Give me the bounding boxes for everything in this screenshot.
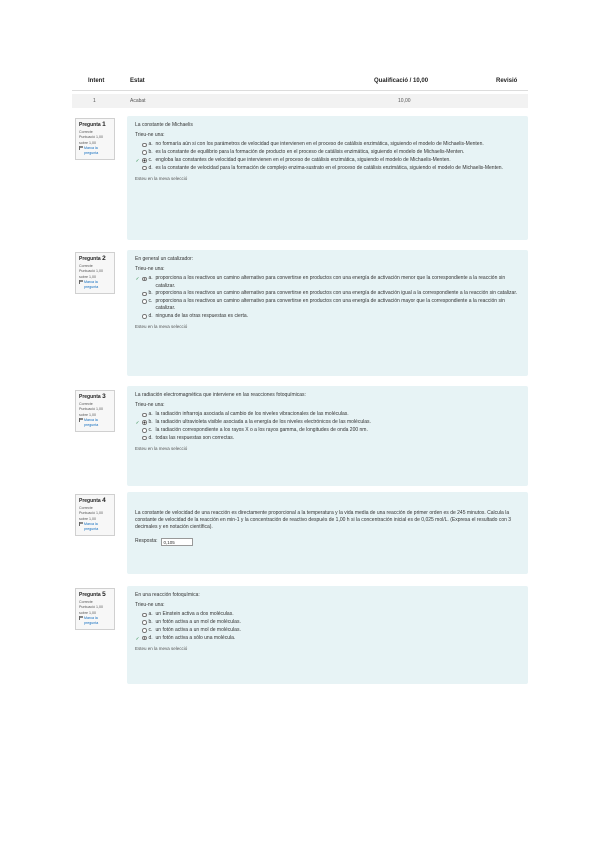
question-title: Pregunta 5 [79, 591, 106, 598]
answer-option[interactable]: ✓ a. proporciona a los reactivos un camino alternativo para convertirse en productos con una energía de activación menor que la correspondiente a la reacción sin catalizar. [135, 275, 506, 289]
question-score: Puntuació 1,00 [79, 605, 103, 610]
radio-button[interactable] [142, 436, 147, 441]
answer-option[interactable]: c. la radiación correspondiente a los rayos X o a los rayos gamma, de longitudes de onda 200 nm. [135, 427, 520, 434]
question-info-3 [75, 390, 115, 432]
question-state: Correcte [79, 264, 93, 269]
radio-button[interactable] [142, 166, 147, 171]
flag-icon [79, 146, 83, 150]
question-text: En general un catalizador: [135, 256, 194, 262]
question-score: Puntuació 1,00 [79, 135, 103, 140]
question-state: Correcte [79, 130, 93, 135]
answer-option[interactable]: a. no formaría aún si con los parámetros de velocidad que intervienen en el proceso de catálisis enzimática, siguiendo el modelo de Michaelis-Menten. [135, 141, 520, 148]
summary-row [72, 94, 528, 108]
radio-button[interactable] [142, 636, 147, 641]
radio-button[interactable] [142, 292, 147, 297]
row-attempt: 1 [93, 98, 96, 104]
flag-icon [79, 280, 83, 284]
question-feedback: Esteu en la meva selecció [135, 324, 188, 330]
question-info-1 [75, 118, 115, 160]
question-title: Pregunta 2 [79, 255, 106, 262]
radio-button[interactable] [142, 420, 147, 425]
divider [72, 90, 528, 91]
radio-button[interactable] [142, 620, 147, 625]
question-score: Puntuació 1,00 [79, 407, 103, 412]
row-state: Acabat [130, 98, 146, 104]
flag-icon [79, 418, 83, 422]
question-feedback: Esteu en la meva selecció [135, 645, 188, 651]
answer-prompt: Trieu-ne una: [135, 402, 165, 409]
question-text: La radiación electromagnética que interviene en las reacciones fotoquímicas: [135, 392, 306, 398]
radio-button[interactable] [142, 150, 147, 155]
question-max: sobre 1,00 [79, 516, 96, 521]
correct-check-icon: ✓ [135, 635, 140, 641]
question-state: Correcte [79, 506, 93, 511]
radio-button[interactable] [142, 428, 147, 433]
correct-check-icon: ✓ [135, 420, 140, 426]
radio-button[interactable] [142, 413, 147, 418]
question-feedback: Esteu en la meva selecció [135, 445, 188, 451]
answer-prompt: Trieu-ne una: [135, 602, 165, 609]
correct-check-icon: ✓ [135, 276, 140, 282]
question-title: Pregunta 4 [79, 497, 106, 504]
question-title: Pregunta 1 [79, 121, 106, 128]
radio-button[interactable] [142, 613, 147, 618]
question-max: sobre 1,00 [79, 274, 96, 279]
flag-question-button[interactable]: Marca la pregunta [79, 522, 111, 532]
response-row [135, 538, 520, 546]
header-attempt: Intent [88, 78, 105, 84]
answer-option[interactable]: ✓ b. la radiación ultravioleta visible asociada a la energía de los niveles electrónicos de las moléculas. [135, 419, 371, 426]
radio-button[interactable] [142, 314, 147, 319]
answer-option[interactable]: b. proporciona a los reactivos un camino alternativo para convertirse en productos con una energía de activación igual a la correspondiente a la reacción sin catalizar. [135, 290, 520, 297]
question-title: Pregunta 3 [79, 393, 106, 400]
question-state: Correcte [79, 600, 93, 605]
radio-button[interactable] [142, 277, 147, 282]
response-input[interactable]: 0,105 [161, 538, 193, 546]
answer-option[interactable]: a. un Einstein activa a dos moléculas. [135, 611, 520, 618]
question-max: sobre 1,00 [79, 140, 96, 145]
answer-option[interactable]: ✓ c. engloba las constantes de velocidad que intervienen en el proceso de catálisis enzimática, siguiendo el modelo de Michaelis-Menten. [135, 156, 451, 163]
question-content-5 [127, 586, 528, 684]
flag-question-button[interactable]: Marca la pregunta [79, 418, 111, 428]
answer-prompt: Trieu-ne una: [135, 266, 165, 273]
question-feedback: Esteu en la meva selecció [135, 175, 188, 181]
question-info-5 [75, 588, 115, 630]
flag-icon [79, 522, 83, 526]
question-max: sobre 1,00 [79, 610, 96, 615]
radio-button[interactable] [142, 299, 147, 304]
answer-option[interactable]: d. ninguna de las otras respuestas es cierta. [135, 313, 520, 320]
question-content-3 [127, 386, 528, 486]
summary-header [72, 76, 528, 88]
question-score: Puntuació 1,00 [79, 511, 103, 516]
answer-option[interactable]: c. un fotón activa a un mol de moléculas. [135, 627, 520, 634]
answer-option[interactable]: ✓ d. un fotón activa a sólo una molécula. [135, 634, 236, 641]
row-grade: 10,00 [398, 98, 411, 104]
answer-option[interactable]: d. es la constante de velocidad para la formación de complejo enzima-sustrato en el proceso de catálisis enzimática, siguiendo el modelo de Michaelis-Menten. [135, 165, 520, 172]
question-info-2 [75, 252, 115, 294]
question-content-1 [127, 116, 528, 240]
answer-option[interactable]: b. es la constante de equilibrio para la formación de producto en el proceso de catálisis enzimática, siguiendo el modelo de Michaelis-Menten. [135, 149, 520, 156]
question-score: Puntuació 1,00 [79, 269, 103, 274]
header-review: Revisió [496, 78, 518, 84]
answer-prompt: Trieu-ne una: [135, 132, 165, 139]
question-max: sobre 1,00 [79, 412, 96, 417]
answer-option[interactable]: a. la radiación infrarroja asociada al cambio de los niveles vibracionales de las moléculas. [135, 411, 520, 418]
answer-option[interactable]: c. proporciona a los reactivos un camino alternativo para convertirse en productos con una energía de activación mayor que la correspondiente a la reacción sin catalizar. [135, 298, 520, 312]
radio-button[interactable] [142, 628, 147, 633]
header-state: Estat [130, 78, 145, 84]
flag-icon [79, 616, 83, 620]
correct-check-icon: ✓ [135, 157, 140, 163]
question-text: En una reacción fotoquímica: [135, 592, 200, 598]
question-state: Correcte [79, 402, 93, 407]
question-text: La constante de velocidad de una reacción es directamente proporcional a la temperatura y la vida media de una reacción de primer orden es de 245 minutos. Calcula la constante de velocidad de la reacción en min-1 y la concentración de reactivo después de 1,00 h si la concentración inicial es de 0,025 mol/L. (Expresa el resultado con 3 decimales y en notación científica). [135, 510, 512, 531]
question-content-2 [127, 250, 528, 376]
flag-question-button[interactable]: Marca la pregunta [79, 146, 111, 156]
question-content-4 [127, 492, 528, 574]
question-text: La constante de Michaelis [135, 122, 193, 128]
radio-button[interactable] [142, 158, 147, 163]
response-label: Resposta: [135, 538, 158, 544]
answer-option[interactable]: b. un fotón activa a un mol de moléculas. [135, 619, 520, 626]
radio-button[interactable] [142, 143, 147, 148]
question-info-4 [75, 494, 115, 536]
header-grade: Qualificació / 10,00 [374, 78, 429, 84]
answer-option[interactable]: d. todas las respuestas son correctas. [135, 435, 520, 442]
flag-question-button[interactable]: Marca la pregunta [79, 616, 111, 626]
flag-question-button[interactable]: Marca la pregunta [79, 280, 111, 290]
